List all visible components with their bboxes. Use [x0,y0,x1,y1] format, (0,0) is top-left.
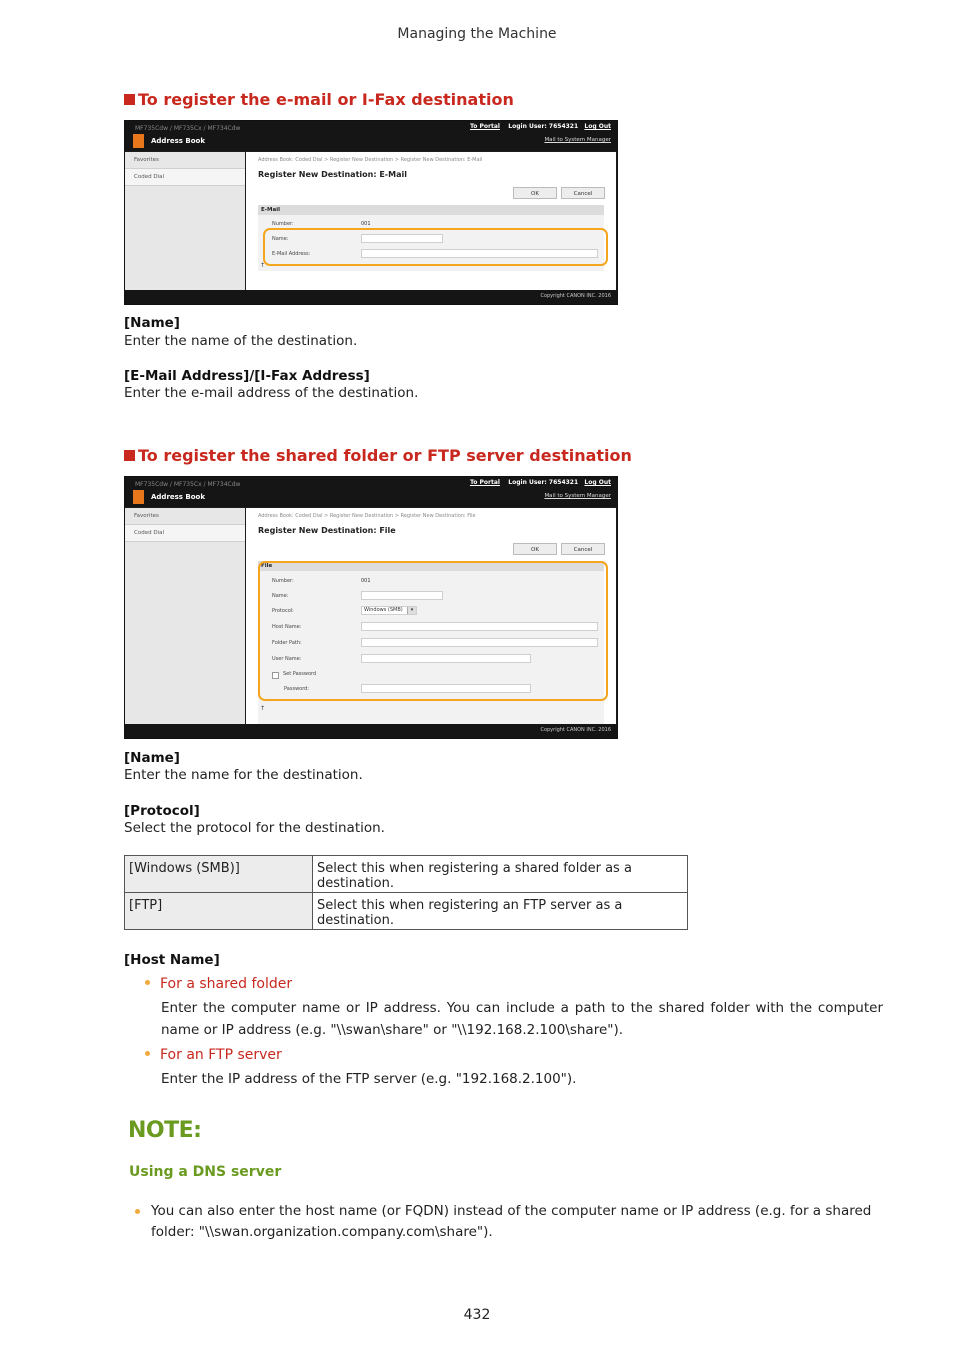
copyright: Copyright CANON INC. 2016 [540,293,611,299]
number-value: 001 [361,578,371,584]
protocol-label: Protocol: [272,608,294,614]
number-value: 001 [361,221,371,227]
name-label: Name: [272,593,289,599]
sidebar-item-coded-dial[interactable]: Coded Dial [125,169,245,186]
screenshot-sidebar [125,508,245,724]
address-book-icon [133,134,144,148]
table-cell-description: Select this when registering an FTP server as a destination. [313,893,688,930]
bullet-icon [145,980,150,985]
user-name-label: User Name: [272,656,302,662]
number-label: Number: [272,221,294,227]
bullet-heading: For an FTP server [160,1047,282,1063]
sidebar-item-favorites[interactable]: Favorites [125,508,245,525]
dropdown-arrow-icon[interactable]: ▾ [407,607,416,614]
ok-button[interactable]: OK [513,543,557,555]
bullet-ftp-server [145,1047,282,1063]
desc-name: Enter the name for the destination. [124,767,363,783]
highlight-frame [258,561,608,701]
bullet-icon [145,1051,150,1056]
table-cell-protocol: [FTP] [125,893,313,930]
bullet-shared-folder [145,976,292,992]
to-portal-link[interactable]: To Portal [469,479,500,486]
top-arrow-icon[interactable]: ↑ [260,262,266,269]
screenshot-sidebar [125,152,245,290]
desc-protocol: Select the protocol for the destination. [124,820,385,836]
section-heading-email [124,90,514,109]
name-label: Name: [272,236,289,242]
heading-marker-icon [124,94,135,105]
ok-button[interactable]: OK [513,187,557,199]
running-header: Managing the Machine [397,26,557,42]
mail-system-manager-link[interactable]: Mail to System Manager [544,493,611,499]
logout-link[interactable]: Log Out [584,479,611,486]
app-title: Address Book [151,493,206,501]
section-heading-file [124,446,632,465]
page-title: Register New Destination: File [258,526,396,535]
model-name: MF735Cdw / MF735Cx / MF734Cdw [135,125,241,132]
term-email-address: [E-Mail Address]/[I-Fax Address] [124,368,370,384]
login-user: Login User: 7654321 [508,123,579,130]
topbar-links [470,479,611,486]
note-title: NOTE: [128,1118,202,1143]
screenshot-footer [125,290,617,304]
address-book-icon [133,490,144,504]
term-name: [Name] [124,315,180,331]
table-row [125,856,688,893]
desc-name: Enter the name of the destination. [124,333,358,349]
email-label: E-Mail Address: [272,251,311,257]
section-heading-text: To register the e-mail or I-Fax destination [138,90,514,109]
protocol-table [124,855,688,930]
bullet-text: Enter the computer name or IP address. You can include a path to the shared folder with the computer name or IP address (e.g. "\\swan\share" or "\\192.168.2.100\share"). [161,1000,883,1038]
page-title: Register New Destination: E-Mail [258,170,407,179]
heading-marker-icon [124,450,135,461]
table-row [125,893,688,930]
screenshot-topbar [125,121,617,151]
term-name: [Name] [124,750,180,766]
table-cell-description: Select this when registering a shared folder as a destination. [313,856,688,893]
bullet-text: Enter the IP address of the FTP server (e.g. "192.168.2.100"). [161,1071,577,1087]
table-cell-protocol: [Windows (SMB)] [125,856,313,893]
protocol-value: Windows (SMB) [364,607,403,613]
password-label: Password: [284,686,310,692]
bullet-icon [135,1209,140,1214]
group-header: E-Mail [258,205,604,215]
sidebar-item-favorites[interactable]: Favorites [125,152,245,169]
host-name-label: Host Name: [272,624,302,630]
to-portal-link[interactable]: To Portal [469,123,500,130]
term-protocol: [Protocol] [124,803,200,819]
logout-link[interactable]: Log Out [584,123,611,130]
group-header: File [258,561,604,571]
section-heading-text: To register the shared folder or FTP server destination [138,446,632,465]
term-host-name: [Host Name] [124,952,220,968]
highlight-frame [263,228,608,266]
cancel-button[interactable]: Cancel [561,543,605,555]
note-text: You can also enter the host name (or FQDN) instead of the computer name or IP address (e.g. for a shared folder: "\\swan.organization.company.com\share"). [151,1203,872,1240]
number-label: Number: [272,578,294,584]
page-number: 432 [463,1307,491,1323]
topbar-links [470,123,611,130]
set-password-label: Set Password [283,671,317,677]
bullet-heading: For a shared folder [160,976,293,992]
breadcrumb: Address Book: Coded Dial > Register New Destination > Register New Destination: File [258,513,476,519]
screenshot-file-register [124,476,618,739]
screenshot-email-register [124,120,618,305]
breadcrumb: Address Book: Coded Dial > Register New Destination > Register New Destination: E-Mail [258,157,483,163]
app-title: Address Book [151,137,206,145]
screenshot-main [246,508,616,724]
top-arrow-icon[interactable]: ↑ [260,705,266,712]
login-user: Login User: 7654321 [508,479,579,486]
screenshot-main [246,152,616,290]
model-name: MF735Cdw / MF735Cx / MF734Cdw [135,481,241,488]
screenshot-footer [125,724,617,738]
cancel-button[interactable]: Cancel [561,187,605,199]
sidebar-item-coded-dial[interactable]: Coded Dial [125,525,245,542]
note-subtitle: Using a DNS server [129,1164,282,1180]
mail-system-manager-link[interactable]: Mail to System Manager [544,137,611,143]
copyright: Copyright CANON INC. 2016 [540,727,611,733]
desc-email-address: Enter the e-mail address of the destination. [124,385,419,401]
folder-path-label: Folder Path: [272,640,302,646]
screenshot-topbar [125,477,617,507]
